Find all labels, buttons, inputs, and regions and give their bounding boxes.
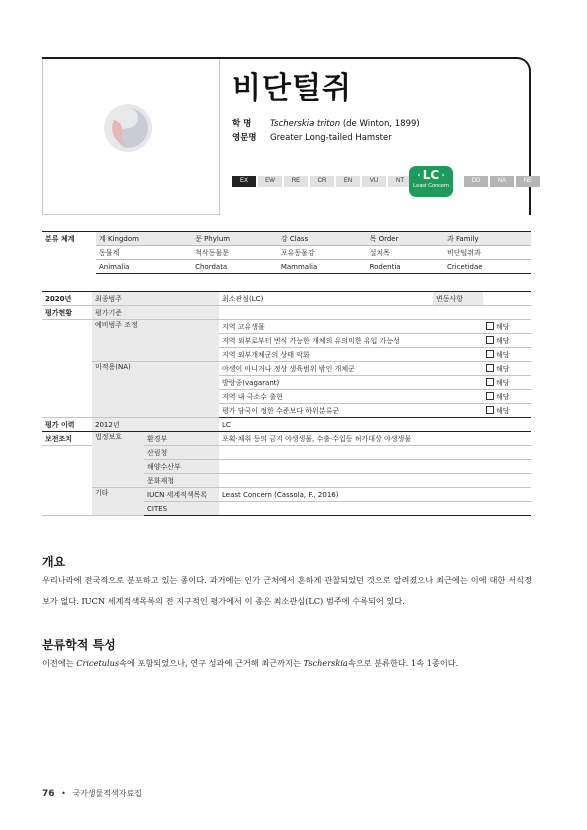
checkbox-icon[interactable] (486, 378, 494, 386)
status-re: RE (284, 176, 308, 187)
chevron-right-icon: › (439, 171, 445, 179)
prelim-label: 예비범주 조정 (92, 320, 219, 362)
eval-2020-label: 2020년 (42, 292, 92, 306)
protection-label: 보전조치 (42, 432, 92, 446)
footer-dot: • (61, 789, 66, 798)
page-number: 76 (42, 789, 55, 799)
status-ex: EX (232, 176, 256, 187)
status-cr: CR (310, 176, 334, 187)
change-label: 변동사항 (433, 292, 483, 306)
check-cell[interactable]: 해당 (483, 390, 531, 404)
page-footer (42, 788, 142, 799)
criteria-value (219, 306, 531, 320)
agency-label: IUCN 세계적색목록 (144, 488, 219, 502)
eval-blank (42, 320, 92, 418)
taxonomy-korean: 척삭동물문 (192, 246, 278, 260)
checkbox-icon[interactable] (486, 364, 494, 372)
agency-value (219, 460, 531, 474)
status-na: NA (490, 176, 514, 187)
taxonomy-latin: Rodentia (367, 260, 444, 274)
genus-name: Tscherskia (303, 658, 348, 668)
agency-value: 포획·채취 등의 금지 야생생물, 수출·수입등 허가대상 야생생물 (219, 432, 531, 446)
taegeuk-emblem-icon (102, 102, 154, 154)
species-title: 비단털쥐 (232, 71, 352, 106)
agency-value (219, 474, 531, 488)
taxonomy-notes-text: 이전에는 Cricetulus속에 포함되었으나, 연구 성과에 근거해 최근까지는 Tscherskia속으로 분류한다. 1속 1종이다. (42, 658, 459, 668)
english-name-row (232, 131, 392, 143)
scientific-name: Tscherskia triton (270, 119, 341, 129)
taxonomy-header: 계 Kingdom (96, 232, 192, 246)
check-cell[interactable]: 해당 (483, 348, 531, 362)
eval-status-label: 평가현황 (42, 306, 92, 320)
na-item: 야생이 아니거나 정상 생육범위 밖인 개체군 (219, 362, 483, 376)
status-scale (232, 176, 540, 188)
na-label: 미적용(NA) (92, 362, 219, 418)
change-value (483, 292, 531, 306)
taxonomy-korean: 설치목 (367, 246, 444, 260)
english-name: Greater Long-tailed Hamster (270, 133, 392, 143)
taxonomy-notes-heading: 분류학적 특성 (42, 638, 116, 652)
taxonomy-latin: Animalia (96, 260, 192, 274)
taxonomy-header: 강 Class (278, 232, 367, 246)
scientific-label: 학 명 (232, 119, 252, 129)
agency-value (219, 446, 531, 460)
checkbox-icon[interactable] (486, 322, 494, 330)
prelim-item: 지역 외부개체군의 상태 악화 (219, 348, 483, 362)
prelim-item: 지역 외부로부터 번식 가능한 개체의 유의미한 유입 가능성 (219, 334, 483, 348)
history-label: 평가 이력 (42, 418, 92, 432)
status-vu: VU (362, 176, 386, 187)
history-year: 2012년 (92, 418, 219, 432)
other-label: 기타 (92, 488, 144, 516)
taxonomy-korean: 동물계 (96, 246, 192, 260)
taxonomy-korean: 비단털쥐과 (444, 246, 531, 260)
taxonomy-header: 목 Order (367, 232, 444, 246)
history-value: LC (219, 418, 531, 432)
na-item: 방랑종(vagarant) (219, 376, 483, 390)
status-nt: NT (388, 176, 412, 187)
taxonomy-table (42, 231, 531, 274)
taxonomy-header: 문 Phylum (192, 232, 278, 246)
final-category-value: 최소관심(LC) (219, 292, 433, 306)
legal-label: 법정보호 (92, 432, 144, 488)
agency-value: Least Concern (Cassola, F., 2016) (219, 488, 531, 502)
check-cell[interactable]: 해당 (483, 320, 531, 334)
agency-label: CITES (144, 502, 219, 516)
taxonomy-latin: Cricetidae (444, 260, 531, 274)
check-cell[interactable]: 해당 (483, 376, 531, 390)
status-ew: EW (258, 176, 282, 187)
taxonomy-korean: 포유동물강 (278, 246, 367, 260)
agency-label: 해양수산부 (144, 460, 219, 474)
na-item: 평가 담국이 정한 수준보다 하위분류군 (219, 404, 483, 418)
status-en: EN (336, 176, 360, 187)
status-ne: NE (516, 176, 540, 187)
scientific-author: (de Winton, 1899) (340, 119, 420, 129)
current-status: LC (422, 168, 440, 182)
taxonomy-latin: Chordata (192, 260, 278, 274)
agency-label: 산림청 (144, 446, 219, 460)
current-status-full: Least Concern (413, 183, 449, 189)
chevron-left-icon: ‹ (417, 171, 423, 179)
english-label: 영문명 (232, 133, 257, 143)
taxonomy-header: 과 Family (444, 232, 531, 246)
taxonomy-latin: Mammalia (278, 260, 367, 274)
checkbox-icon[interactable] (486, 392, 494, 400)
taxonomy-label: 분류 체계 (42, 232, 96, 274)
scientific-name-row (232, 117, 420, 129)
overview-text: 우리나라에 전국적으로 분포하고 있는 종이다. 과거에는 인가 근처에서 흔하게 관찰되었던 것으로 알려졌으나 최근에는 이에 대한 서식정보가 없다. IUCN 세계적색목록의 전 지구적인 평가에서 이 종은 최소관심(LC) 범주에 수록되어 있다. (42, 575, 532, 606)
checkbox-icon[interactable] (486, 336, 494, 344)
criteria-label: 평가기준 (92, 306, 219, 320)
check-cell[interactable]: 해당 (483, 334, 531, 348)
na-item: 지역 내 극소수 출현 (219, 390, 483, 404)
checkbox-icon[interactable] (486, 406, 494, 414)
agency-label: 문화재청 (144, 474, 219, 488)
genus-name: Cricetulus (76, 658, 120, 668)
checkbox-icon[interactable] (486, 350, 494, 358)
current-status-badge (409, 166, 453, 197)
check-cell[interactable]: 해당 (483, 404, 531, 418)
final-category-label: 최종범주 (92, 292, 219, 306)
protection-blank (42, 446, 92, 516)
evaluation-table (42, 291, 531, 516)
overview-heading: 개요 (42, 555, 66, 569)
status-dd: DD (464, 176, 488, 187)
book-title: 국가생물적색자료집 (72, 789, 142, 798)
agency-label: 환경부 (144, 432, 219, 446)
prelim-item: 지역 고유생물 (219, 320, 483, 334)
agency-value (219, 502, 531, 516)
check-cell[interactable]: 해당 (483, 362, 531, 376)
